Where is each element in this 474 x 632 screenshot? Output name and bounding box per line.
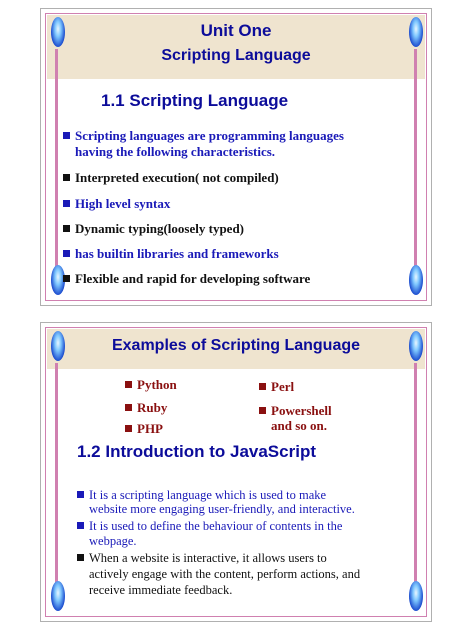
square-bullet-icon [125, 381, 132, 388]
square-bullet-icon [77, 554, 84, 561]
list-item-continuation: website more engaging user-friendly, and interactive. [89, 502, 355, 516]
square-bullet-icon [63, 174, 70, 181]
list-item-continuation: and so on. [271, 418, 327, 433]
list-item: Powershell [259, 403, 332, 419]
side-bar-right [414, 49, 417, 287]
list-item-continuation: receive immediate feedback. [89, 583, 233, 597]
slide-title: Examples of Scripting Language [111, 337, 361, 354]
square-bullet-icon [63, 225, 70, 232]
square-bullet-icon [259, 407, 266, 414]
list-item-continuation: having the following characteristics. [75, 144, 276, 159]
list-item: Scripting languages are programming languages [63, 128, 344, 144]
side-bar-left [55, 363, 58, 603]
list-item-continuation: actively engage with the content, perform actions, and [89, 567, 361, 581]
slide-subtitle: Scripting Language [161, 47, 311, 64]
list-item: High level syntax [63, 196, 170, 212]
blue-orb-icon [409, 265, 423, 295]
list-item: Dynamic typing(loosely typed) [63, 221, 244, 237]
list-item: Flexible and rapid for developing software [63, 271, 310, 287]
section-heading: 1.1 Scripting Language [101, 91, 289, 110]
list-item: Perl [259, 379, 294, 395]
slide-1 [40, 8, 432, 306]
square-bullet-icon [77, 522, 84, 529]
square-bullet-icon [63, 132, 70, 139]
list-item: PHP [125, 421, 163, 437]
blue-orb-icon [409, 581, 423, 611]
square-bullet-icon [63, 250, 70, 257]
square-bullet-icon [125, 425, 132, 432]
list-item: has builtin libraries and frameworks [63, 246, 279, 262]
section-heading: 1.2 Introduction to JavaScript [77, 442, 316, 461]
slide-2 [40, 322, 432, 622]
list-item: Interpreted execution( not compiled) [63, 170, 279, 186]
blue-orb-icon [51, 581, 65, 611]
list-item: It is a scripting language which is used to make [77, 487, 326, 503]
side-bar-right [414, 363, 417, 603]
side-bar-left [55, 49, 58, 287]
square-bullet-icon [259, 383, 266, 390]
slide-title: Unit One [200, 21, 272, 40]
list-item: When a website is interactive, it allows users to [77, 550, 327, 566]
list-item-continuation: webpage. [89, 534, 137, 548]
square-bullet-icon [63, 275, 70, 282]
square-bullet-icon [125, 404, 132, 411]
square-bullet-icon [63, 200, 70, 207]
square-bullet-icon [77, 491, 84, 498]
list-item: Python [125, 377, 177, 393]
list-item: It is used to define the behaviour of contents in the [77, 518, 342, 534]
list-item: Ruby [125, 400, 167, 416]
